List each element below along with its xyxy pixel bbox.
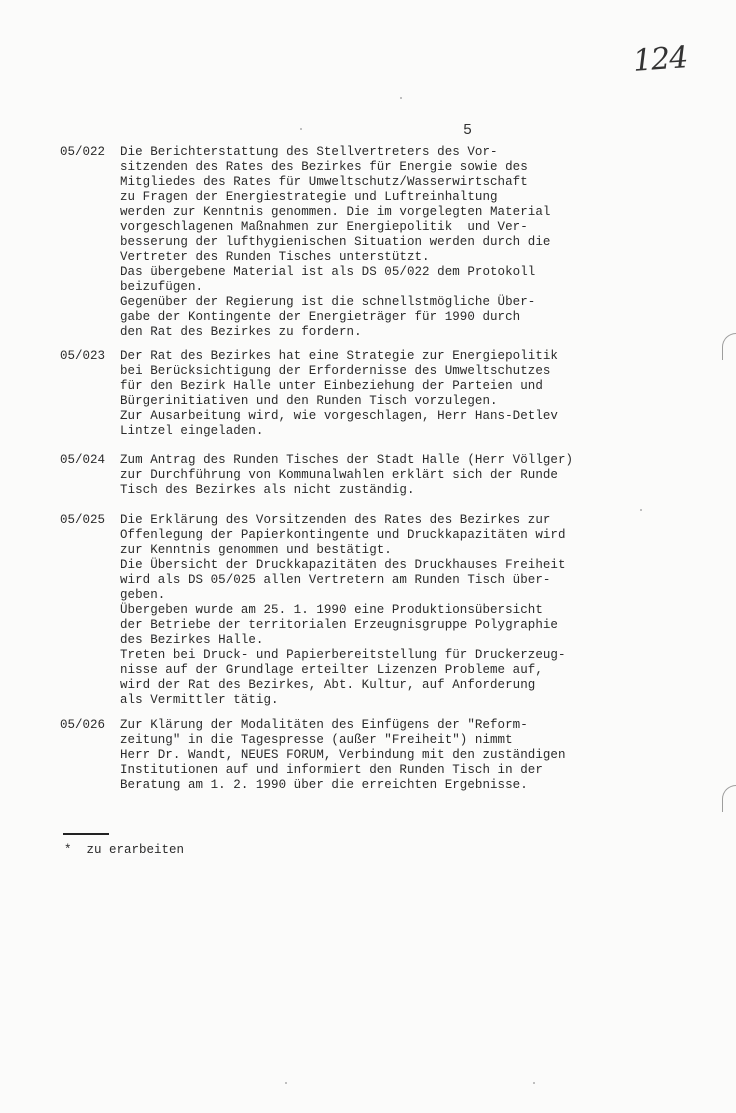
- handwritten-page-number: 124: [631, 40, 689, 79]
- text-line: sitzenden des Rates des Bezirkes für Energie sowie des: [120, 160, 528, 174]
- text-line: werden zur Kenntnis genommen. Die im vorgelegten Material: [120, 205, 551, 219]
- scan-speck: [640, 509, 642, 511]
- resolution-text: [120, 718, 700, 793]
- resolution-item-05-023: [60, 349, 700, 439]
- text-line: geben.: [120, 588, 166, 602]
- text-line: nisse auf der Grundlage erteilter Lizenzen Probleme auf,: [120, 663, 543, 677]
- text-line: Gegenüber der Regierung ist die schnellstmögliche Über-: [120, 295, 536, 309]
- text-line: Herr Dr. Wandt, NEUES FORUM, Verbindung mit den zuständigen: [120, 748, 566, 762]
- text-line: für den Bezirk Halle unter Einbeziehung der Parteien und: [120, 379, 543, 393]
- text-line: zeitung" in die Tagespresse (außer "Freiheit") nimmt: [120, 733, 513, 747]
- text-line: besserung der lufthygienischen Situation werden durch die: [120, 235, 551, 249]
- text-line: Lintzel eingeladen.: [120, 424, 264, 438]
- resolution-number: 05/023: [60, 349, 106, 363]
- resolution-item-05-024: [60, 453, 700, 498]
- resolution-number: 05/022: [60, 145, 106, 159]
- text-line: wird der Rat des Bezirkes, Abt. Kultur, auf Anforderung: [120, 678, 536, 692]
- text-line: Das übergebene Material ist als DS 05/022 dem Protokoll: [120, 265, 536, 279]
- text-line: Mitgliedes des Rates für Umweltschutz/Wasserwirtschaft: [120, 175, 528, 189]
- scan-speck: [533, 1082, 535, 1084]
- text-line: vorgeschlagenen Maßnahmen zur Energiepolitik und Ver-: [120, 220, 528, 234]
- text-line: wird als DS 05/025 allen Vertretern am Runden Tisch über-: [120, 573, 551, 587]
- footnote-separator: [63, 833, 109, 835]
- text-line: den Rat des Bezirkes zu fordern.: [120, 325, 362, 339]
- resolution-item-05-025: [60, 513, 700, 708]
- text-line: gabe der Kontingente der Energieträger für 1990 durch: [120, 310, 521, 324]
- resolution-text: [120, 349, 700, 439]
- margin-mark: [722, 333, 736, 360]
- margin-mark: [722, 785, 736, 812]
- resolution-number: 05/026: [60, 718, 106, 732]
- text-line: des Bezirkes Halle.: [120, 633, 264, 647]
- text-line: Zum Antrag des Runden Tisches der Stadt Halle (Herr Völlger): [120, 453, 574, 467]
- footnote: * zu erarbeiten: [64, 843, 185, 857]
- resolution-item-05-026: [60, 718, 700, 793]
- text-line: Die Übersicht der Druckkapazitäten des Druckhauses Freiheit: [120, 558, 566, 572]
- text-line: Zur Ausarbeitung wird, wie vorgeschlagen, Herr Hans-Detlev: [120, 409, 558, 423]
- text-line: beizufügen.: [120, 280, 204, 294]
- text-line: Offenlegung der Papierkontingente und Druckkapazitäten wird: [120, 528, 566, 542]
- scan-speck: [300, 128, 302, 130]
- text-line: der Betriebe der territorialen Erzeugnisgruppe Polygraphie: [120, 618, 558, 632]
- text-line: als Vermittler tätig.: [120, 693, 279, 707]
- text-line: Der Rat des Bezirkes hat eine Strategie zur Energiepolitik: [120, 349, 558, 363]
- text-line: Institutionen auf und informiert den Runden Tisch in der: [120, 763, 543, 777]
- page-number: 5: [463, 122, 473, 139]
- text-line: bei Berücksichtigung der Erfordernisse des Umweltschutzes: [120, 364, 551, 378]
- text-line: Die Erklärung des Vorsitzenden des Rates des Bezirkes zur: [120, 513, 551, 527]
- text-line: zur Durchführung von Kommunalwahlen erklärt sich der Runde: [120, 468, 558, 482]
- text-line: Tisch des Bezirkes als nicht zuständig.: [120, 483, 415, 497]
- text-line: Übergeben wurde am 25. 1. 1990 eine Produktionsübersicht: [120, 603, 543, 617]
- text-line: Bürgerinitiativen und den Runden Tisch vorzulegen.: [120, 394, 498, 408]
- scan-speck: [285, 1082, 287, 1084]
- text-line: zur Kenntnis genommen und bestätigt.: [120, 543, 392, 557]
- resolution-text: [120, 145, 700, 340]
- resolution-text: [120, 513, 700, 708]
- text-line: Treten bei Druck- und Papierbereitstellung für Druckerzeug-: [120, 648, 566, 662]
- text-line: Zur Klärung der Modalitäten des Einfügens der "Reform-: [120, 718, 528, 732]
- text-line: zu Fragen der Energiestrategie und Luftreinhaltung: [120, 190, 498, 204]
- text-line: Die Berichterstattung des Stellvertreters des Vor-: [120, 145, 498, 159]
- resolution-text: [120, 453, 700, 498]
- text-line: Vertreter des Runden Tisches unterstützt.: [120, 250, 430, 264]
- resolution-number: 05/024: [60, 453, 106, 467]
- resolution-item-05-022: [60, 145, 700, 340]
- scan-speck: [400, 97, 402, 99]
- text-line: Beratung am 1. 2. 1990 über die erreichten Ergebnisse.: [120, 778, 528, 792]
- resolution-number: 05/025: [60, 513, 106, 527]
